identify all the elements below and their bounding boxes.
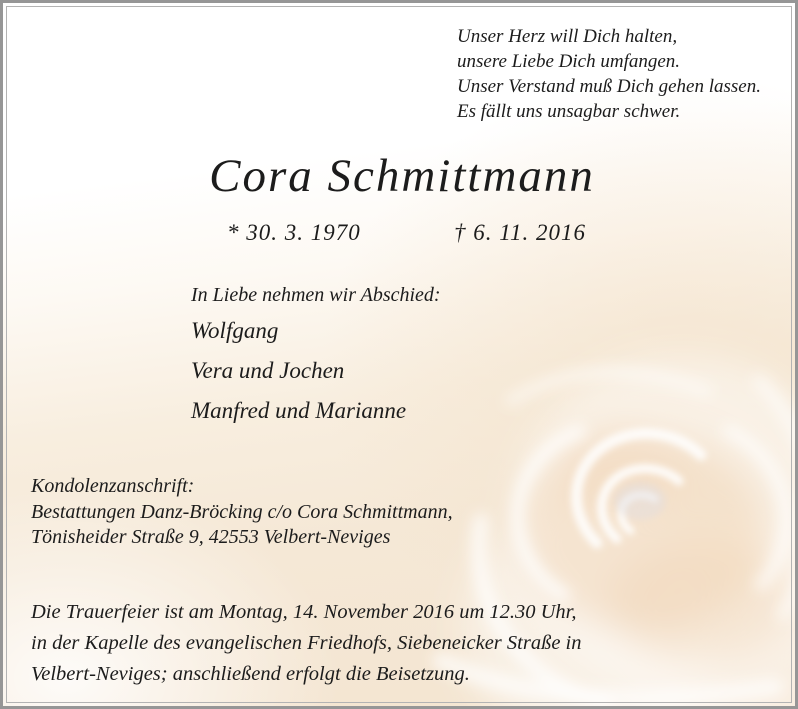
mourners-list bbox=[191, 318, 406, 438]
funeral-line: in der Kapelle des evangelischen Friedhofs, Siebeneicker Straße in bbox=[31, 632, 582, 654]
verse-line: Unser Verstand muß Dich gehen lassen. bbox=[457, 76, 761, 97]
mourner-name: Vera und Jochen bbox=[191, 358, 345, 383]
memorial-verse bbox=[457, 24, 761, 124]
condolence-line: Bestattungen Danz-Bröcking c/o Cora Schmittmann, bbox=[31, 500, 453, 523]
verse-line: Unser Herz will Dich halten, bbox=[457, 26, 678, 47]
mourner-name: Wolfgang bbox=[191, 318, 279, 343]
death-date: † 6. 11. 2016 bbox=[454, 220, 587, 245]
condolence-heading: Kondolenzanschrift: bbox=[31, 475, 195, 497]
verse-line: Es fällt uns unsagbar schwer. bbox=[457, 101, 681, 122]
funeral-line: Die Trauerfeier ist am Montag, 14. November 2016 um 12.30 Uhr, bbox=[31, 601, 577, 623]
farewell-intro: In Liebe nehmen wir Abschied: bbox=[191, 284, 441, 306]
verse-line: unsere Liebe Dich umfangen. bbox=[457, 51, 681, 72]
deceased-name: Cora Schmittmann bbox=[209, 150, 595, 202]
condolence-address bbox=[31, 474, 453, 551]
condolence-line: Tönisheider Straße 9, 42553 Velbert-Neviges bbox=[31, 526, 391, 548]
birth-date: * 30. 3. 1970 bbox=[227, 220, 361, 245]
funeral-info bbox=[31, 597, 582, 690]
mourner-name: Manfred und Marianne bbox=[191, 398, 407, 423]
funeral-line: Velbert-Neviges; anschließend erfolgt die Beisetzung. bbox=[31, 663, 470, 685]
